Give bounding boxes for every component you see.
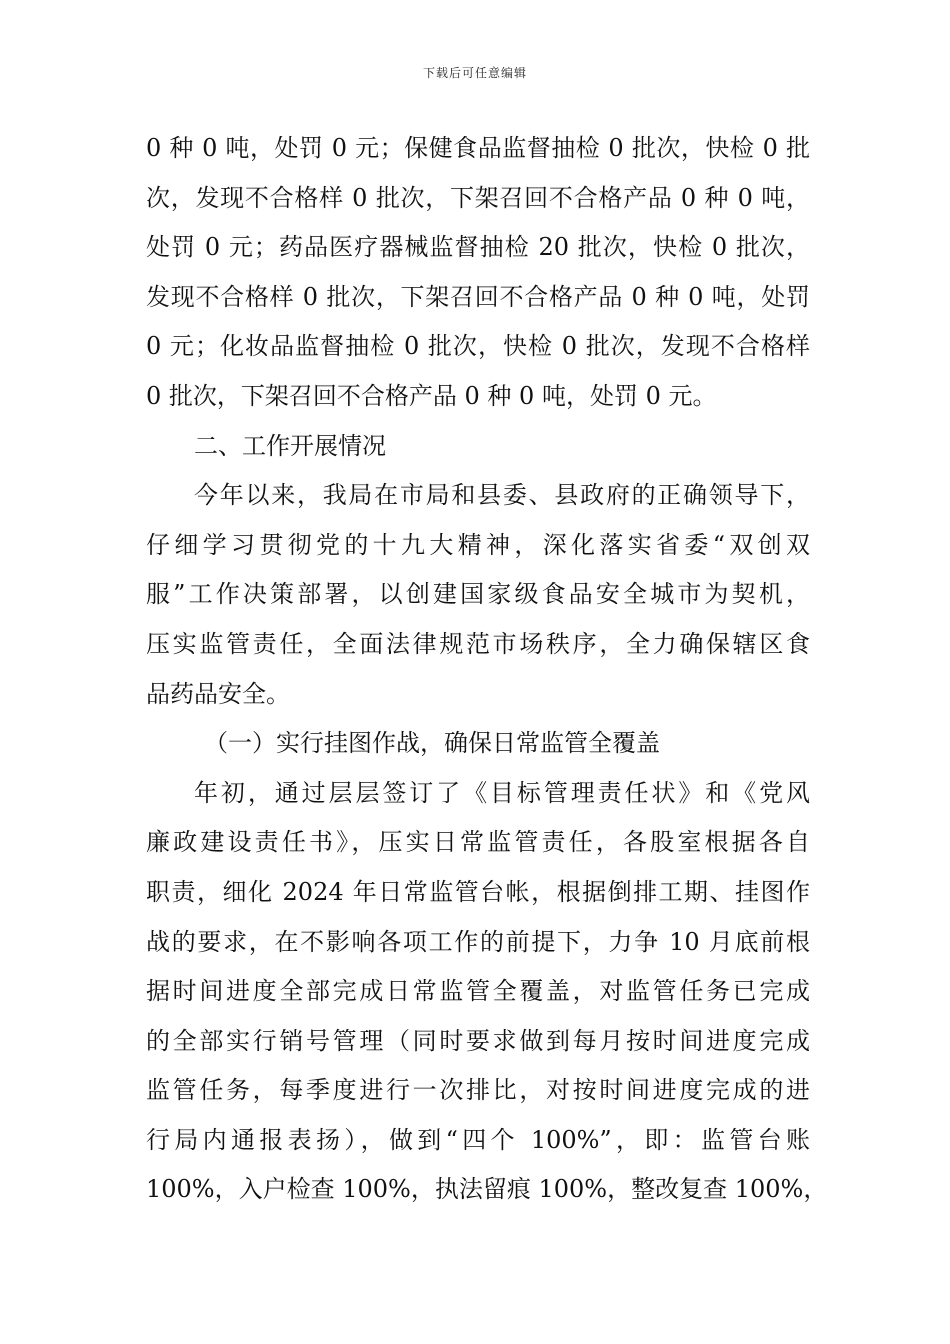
text-line: 发现不合格样 0 批次，下架召回不合格产品 0 种 0 吨，处罚 xyxy=(146,282,810,311)
section-heading: 二、工作开展情况 xyxy=(194,431,386,460)
text-line: 年初，通过层层签订了《目标管理责任状》和《党风 xyxy=(194,778,810,807)
text-line: 100%，入户检查 100%，执法留痕 100%，整改复查 100%， xyxy=(146,1175,828,1204)
text-line: 廉政建设责任书》，压实日常监管责任，各股室根据各自 xyxy=(146,828,810,857)
page-header: 下载后可任意编辑 xyxy=(422,66,527,80)
text-line: 仔细学习贯彻党的十九大精神，深化落实省委“双创双 xyxy=(146,530,810,559)
text-line: 行局内通报表扬），做到“四个 100%”，即：监管台账 xyxy=(146,1125,810,1154)
text-line: 监管任务，每季度进行一次排比，对按时间进度完成的进 xyxy=(146,1076,810,1105)
text-line: 0 批次，下架召回不合格产品 0 种 0 吨，处罚 0 元。 xyxy=(146,381,717,410)
text-line: 今年以来，我局在市局和县委、县政府的正确领导下， xyxy=(194,481,810,510)
text-line: 0 元；化妆品监督抽检 0 批次，快检 0 批次，发现不合格样 xyxy=(146,332,810,361)
text-line: 战的要求，在不影响各项工作的前提下，力争 10 月底前根 xyxy=(146,927,810,956)
text-line: 压实监管责任，全面法律规范市场秩序，全力确保辖区食 xyxy=(146,629,810,658)
text-line: 品药品安全。 xyxy=(146,679,290,708)
subsection-heading: （一）实行挂图作战，确保日常监管全覆盖 xyxy=(204,729,660,758)
text-line: 处罚 0 元；药品医疗器械监督抽检 20 批次，快检 0 批次， xyxy=(146,233,810,262)
text-line: 的全部实行销号管理（同时要求做到每月按时间进度完成 xyxy=(146,1026,810,1055)
text-line: 职责，细化 2024 年日常监管台帐，根据倒排工期、挂图作 xyxy=(146,877,810,906)
document-body xyxy=(146,124,828,1215)
text-line: 据时间进度全部完成日常监管全覆盖，对监管任务已完成 xyxy=(146,977,810,1006)
text-line: 0 种 0 吨，处罚 0 元；保健食品监督抽检 0 批次，快检 0 批 xyxy=(146,134,810,162)
text-line: 服”工作决策部署，以创建国家级食品安全城市为契机， xyxy=(146,580,810,609)
text-line: 次，发现不合格样 0 批次，下架召回不合格产品 0 种 0 吨， xyxy=(146,183,810,212)
